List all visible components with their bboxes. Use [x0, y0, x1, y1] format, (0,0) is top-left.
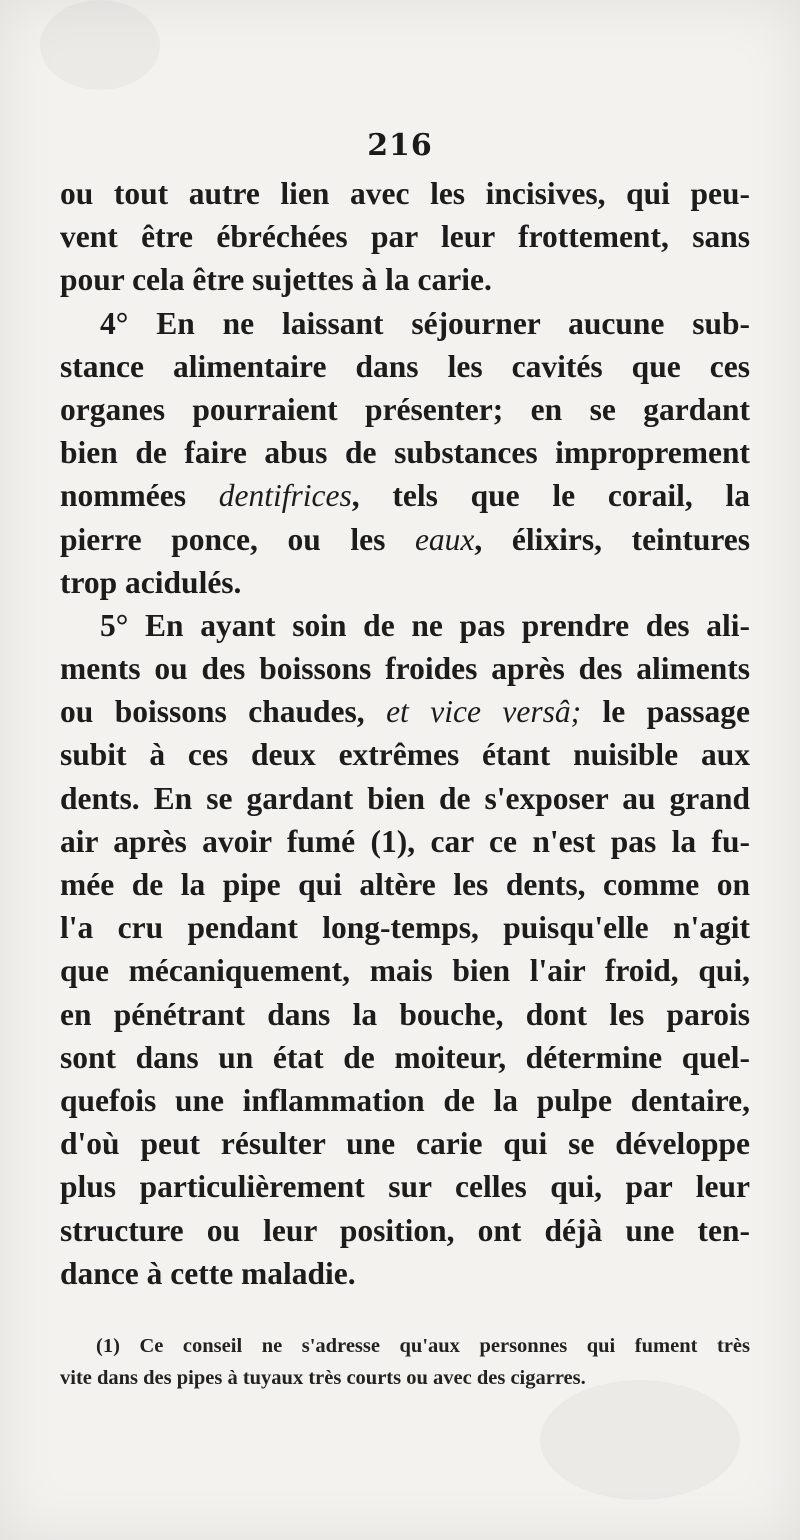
text-line — [60, 474, 750, 517]
paper-stain — [540, 1380, 740, 1500]
text-line: plus particulièrement sur celles qui, par leur — [60, 1169, 750, 1205]
paper-stain — [40, 0, 160, 90]
text-line: dance à cette maladie. — [60, 1255, 356, 1291]
text-line: d'où peut résulter une carie qui se développe — [60, 1126, 750, 1162]
text-run: le passage — [581, 694, 750, 730]
footnote — [60, 1330, 750, 1394]
text-run: , tels que le corail, la — [351, 478, 750, 514]
text-line: quefois une inflammation de la pulpe dentaire, — [60, 1082, 750, 1118]
text-run: nommées — [60, 478, 219, 514]
text-line: organes pourraient présenter; en se gardant — [60, 391, 750, 427]
text-line: vent être ébréchées par leur frottement, sans — [60, 219, 750, 255]
text-line — [60, 690, 750, 733]
text-run: , élixirs, teintures — [474, 521, 750, 557]
footnote-line: (1) Ce conseil ne s'adresse qu'aux personnes qui fument très — [96, 1335, 750, 1357]
text-line: trop acidulés. — [60, 564, 242, 600]
text-line: dents. En se gardant bien de s'exposer au grand — [60, 780, 750, 816]
text-line — [60, 518, 750, 561]
text-line: structure ou leur position, ont déjà une ten- — [60, 1212, 750, 1248]
text-line: air après avoir fumé (1), car ce n'est pas la fu- — [60, 823, 750, 859]
italic-term: dentifrices — [218, 478, 352, 514]
text-line: bien de faire abus de substances improprement — [60, 435, 750, 471]
text-line: mée de la pipe qui altère les dents, comme on — [60, 867, 750, 902]
text-run: pierre ponce, ou les — [60, 521, 415, 557]
page-number: 216 — [367, 128, 433, 163]
body-text — [60, 172, 750, 1295]
italic-term: eaux — [414, 521, 475, 557]
italic-term: et vice versâ; — [386, 694, 582, 730]
text-line: en pénétrant dans la bouche, dont les parois — [60, 996, 750, 1032]
footnote-line: vite dans des pipes à tuyaux très courts ou avec des cigarres. — [60, 1367, 586, 1389]
text-line: stance alimentaire dans les cavités que ces — [60, 348, 750, 384]
text-line: ments ou des boissons froides après des aliments — [60, 651, 750, 687]
text-line: ou tout autre lien avec les incisives, qui peu- — [60, 176, 750, 211]
text-line: subit à ces deux extrêmes étant nuisible aux — [60, 737, 750, 773]
text-run: ou boissons chaudes, — [60, 694, 387, 730]
text-line: sont dans un état de moiteur, détermine quel- — [60, 1039, 750, 1075]
text-line: 4° En ne laissant séjourner aucune sub- — [100, 305, 750, 341]
text-line: 5° En ayant soin de ne pas prendre des ali- — [100, 607, 750, 643]
text-line: que mécaniquement, mais bien l'air froid, qui, — [60, 953, 750, 989]
text-line: pour cela être sujettes à la carie. — [60, 262, 492, 298]
text-line: l'a cru pendant long-temps, puisqu'elle n'agit — [60, 910, 750, 946]
